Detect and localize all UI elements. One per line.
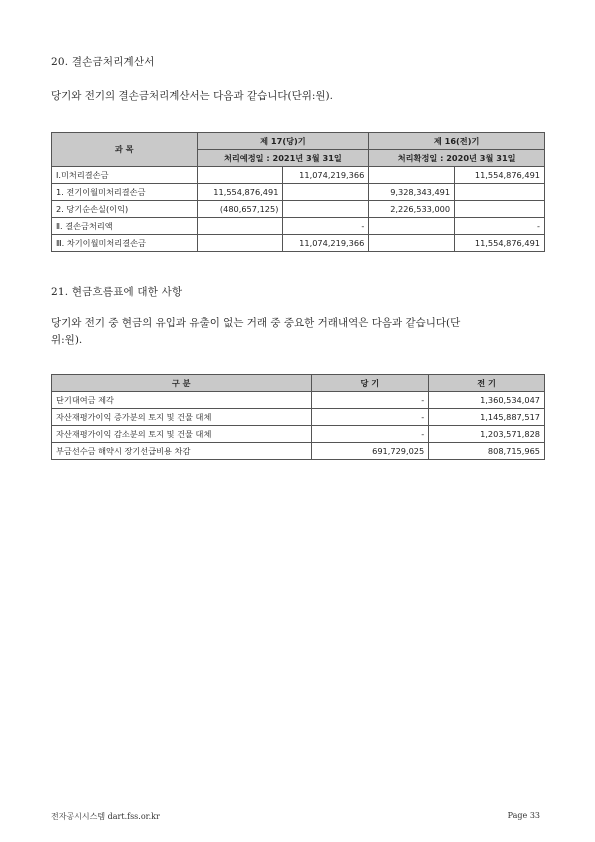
cell-value: - <box>311 426 429 443</box>
header-prior-period: 제 16(전)기 <box>369 133 545 150</box>
footer-source: 전자공시시스템 dart.fss.or.kr <box>51 812 160 821</box>
cell-value <box>197 218 283 235</box>
cell-value: 11,554,876,491 <box>455 167 545 184</box>
noncash-transactions-table <box>51 374 545 460</box>
footer-page-number: Page 33 <box>507 811 540 820</box>
cell-value <box>369 167 455 184</box>
table-row <box>52 218 545 235</box>
cell-value <box>455 184 545 201</box>
row-label: 1. 전기이월미처리결손금 <box>52 184 198 201</box>
section-21-heading: 21. 현금흐름표에 대한 사항 <box>51 286 183 298</box>
cell-value: 11,554,876,491 <box>197 184 283 201</box>
row-label: Ⅰ.미처리결손금 <box>52 167 198 184</box>
cell-value <box>283 201 369 218</box>
cell-value: 11,554,876,491 <box>455 235 545 252</box>
cell-value: 691,729,025 <box>311 443 429 460</box>
cell-value: 1,145,887,517 <box>429 409 545 426</box>
deficit-disposition-table <box>51 132 545 252</box>
row-label: 자산재평가이익 감소분의 토지 및 건물 대체 <box>52 426 312 443</box>
section-21-intro <box>51 315 551 349</box>
cell-value <box>197 235 283 252</box>
table-row <box>52 409 545 426</box>
section-21-intro-line-2: 위:원). <box>51 334 83 346</box>
cell-value: 11,074,219,366 <box>283 167 369 184</box>
section-21-intro-line-1: 당기와 전기 중 현금의 유입과 유출이 없는 거래 중 중요한 거래내역은 다음과 같습니다(단 <box>51 317 461 329</box>
table-row <box>52 443 545 460</box>
header-item: 구 분 <box>52 375 312 392</box>
cell-value <box>197 167 283 184</box>
cell-value: - <box>455 218 545 235</box>
row-label: 자산재평가이익 증가분의 토지 및 건물 대체 <box>52 409 312 426</box>
row-label: 부금선수금 해약시 장기선급비용 차감 <box>52 443 312 460</box>
cell-value: 1,360,534,047 <box>429 392 545 409</box>
cell-value: 1,203,571,828 <box>429 426 545 443</box>
header-current: 당 기 <box>311 375 429 392</box>
table-header-row <box>52 133 545 150</box>
section-20-intro: 당기와 전기의 결손금처리계산서는 다음과 같습니다(단위:원). <box>51 90 333 102</box>
table-row <box>52 426 545 443</box>
header-prior-date: 처리확정일 : 2020년 3월 31일 <box>369 150 545 167</box>
header-prior: 전 기 <box>429 375 545 392</box>
header-current-date: 처리예정일 : 2021년 3월 31일 <box>197 150 369 167</box>
table-row <box>52 392 545 409</box>
row-label: Ⅲ. 차기이월미처리결손금 <box>52 235 198 252</box>
cell-value <box>369 235 455 252</box>
cell-value: - <box>283 218 369 235</box>
cell-value: 11,074,219,366 <box>283 235 369 252</box>
cell-value <box>455 201 545 218</box>
cell-value <box>283 184 369 201</box>
cell-value: 2,226,533,000 <box>369 201 455 218</box>
cell-value: 808,715,965 <box>429 443 545 460</box>
cell-value: - <box>311 392 429 409</box>
table-header-row <box>52 375 545 392</box>
table-row <box>52 235 545 252</box>
header-subject: 과 목 <box>52 133 198 167</box>
row-label: 2. 당기순손실(이익) <box>52 201 198 218</box>
header-current-period: 제 17(당)기 <box>197 133 369 150</box>
row-label: Ⅱ. 결손금처리액 <box>52 218 198 235</box>
table-row <box>52 184 545 201</box>
section-20-heading: 20. 결손금처리계산서 <box>51 56 155 68</box>
row-label: 단기대여금 제각 <box>52 392 312 409</box>
cell-value: 9,328,343,491 <box>369 184 455 201</box>
table-row <box>52 167 545 184</box>
cell-value <box>369 218 455 235</box>
cell-value: - <box>311 409 429 426</box>
table-row <box>52 201 545 218</box>
cell-value: (480,657,125) <box>197 201 283 218</box>
